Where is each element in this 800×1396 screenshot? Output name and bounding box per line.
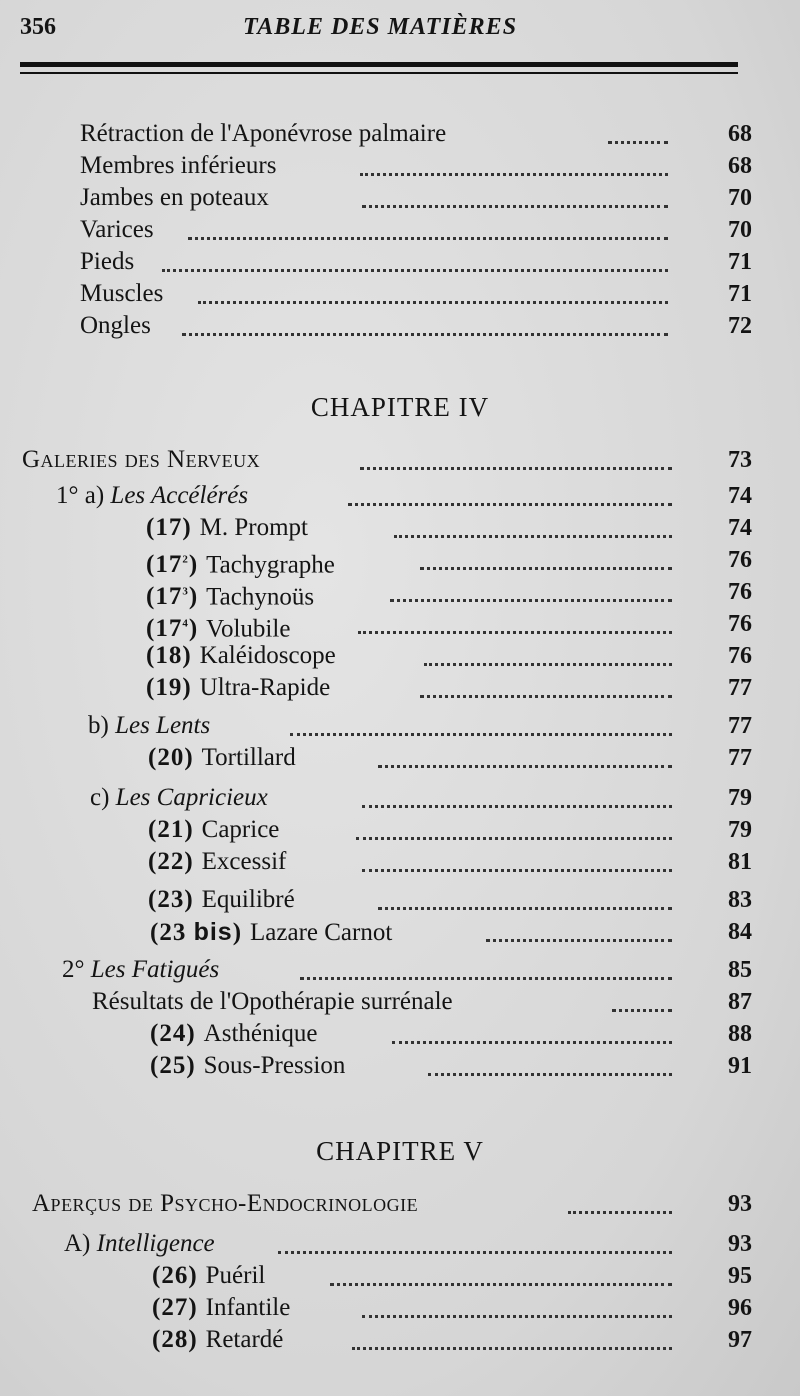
entry-title: A) Intelligence bbox=[64, 1230, 215, 1257]
entry-page: 76 bbox=[728, 611, 752, 637]
dot-leader bbox=[352, 1318, 672, 1350]
toc-entry bbox=[0, 608, 800, 643]
entry-title: Résultats de l'Opothérapie surrénale bbox=[92, 988, 453, 1015]
entry-page: 96 bbox=[728, 1295, 752, 1321]
toc-entry bbox=[0, 846, 800, 878]
entry-page: 70 bbox=[728, 185, 752, 211]
entry-page: 76 bbox=[728, 547, 752, 573]
entry-title: 2° Les Fatigués bbox=[62, 956, 220, 983]
entry-page: 71 bbox=[728, 249, 752, 275]
entry-title: Ongles bbox=[80, 312, 151, 339]
chapter-title: Galeries des Nerveux bbox=[22, 446, 261, 473]
entry-page: 79 bbox=[728, 785, 752, 811]
entry-page: 76 bbox=[728, 579, 752, 605]
chapter-title-entry bbox=[0, 444, 800, 476]
toc-entry bbox=[0, 884, 800, 916]
entry-title: (18) Kaléidoscope bbox=[146, 642, 336, 669]
dot-leader bbox=[378, 736, 672, 768]
entry-title: Muscles bbox=[80, 280, 164, 307]
dot-leader bbox=[362, 840, 672, 872]
entry-page: 74 bbox=[728, 515, 752, 541]
entry-page: 83 bbox=[728, 887, 752, 913]
dot-leader bbox=[428, 1044, 672, 1076]
toc-entry bbox=[0, 1324, 800, 1356]
dot-leader bbox=[360, 144, 668, 176]
dot-leader bbox=[394, 506, 672, 538]
toc-entry bbox=[0, 916, 800, 948]
dot-leader bbox=[188, 208, 668, 240]
entry-title: Rétraction de l'Aponévrose palmaire bbox=[80, 120, 447, 147]
entry-page: 70 bbox=[728, 217, 752, 243]
entry-title: (28) Retardé bbox=[152, 1326, 284, 1353]
entry-page: 77 bbox=[728, 675, 752, 701]
entry-title: (24) Asthénique bbox=[150, 1020, 318, 1047]
entry-page: 93 bbox=[728, 1231, 752, 1257]
dot-leader bbox=[378, 878, 672, 910]
entry-page: 88 bbox=[728, 1021, 752, 1047]
page-header bbox=[20, 8, 740, 48]
dot-leader bbox=[356, 808, 672, 840]
entry-page: 68 bbox=[728, 153, 752, 179]
entry-page: 72 bbox=[728, 313, 752, 339]
dot-leader bbox=[568, 1182, 672, 1214]
entry-title: (26) Puéril bbox=[152, 1262, 266, 1289]
toc-entry bbox=[0, 672, 800, 704]
entry-page: 85 bbox=[728, 957, 752, 983]
dot-leader bbox=[278, 1222, 672, 1254]
dot-leader bbox=[486, 910, 672, 942]
page-number: 356 bbox=[20, 14, 56, 40]
entry-page: 84 bbox=[728, 919, 752, 945]
entry-page: 97 bbox=[728, 1327, 752, 1353]
entry-title: c) Les Capricieux bbox=[90, 784, 268, 811]
entry-page: 76 bbox=[728, 643, 752, 669]
dot-leader bbox=[330, 1254, 672, 1286]
entry-page: 93 bbox=[728, 1191, 752, 1217]
entry-page: 81 bbox=[728, 849, 752, 875]
dot-leader bbox=[608, 112, 668, 144]
entry-title: $(17^2)$ Tachygraphe bbox=[146, 551, 335, 579]
dot-leader bbox=[182, 304, 668, 336]
chapter-heading: CHAPITRE V bbox=[316, 1136, 484, 1166]
entry-title: $(17^3)$ Tachynoüs bbox=[146, 583, 315, 611]
entry-page: 71 bbox=[728, 281, 752, 307]
chapter-heading: CHAPITRE IV bbox=[310, 392, 490, 422]
dot-leader bbox=[420, 666, 672, 698]
entry-page: 91 bbox=[728, 1053, 752, 1079]
dot-leader bbox=[392, 1012, 672, 1044]
entry-title: 1° a) Les Accélérés bbox=[56, 482, 249, 509]
dot-leader bbox=[300, 948, 672, 980]
dot-leader bbox=[424, 634, 672, 666]
header-rule-thick bbox=[20, 62, 738, 67]
dot-leader bbox=[362, 1286, 672, 1318]
entry-title: Varices bbox=[80, 216, 154, 243]
toc-entry bbox=[0, 1050, 800, 1082]
header-rule-thin bbox=[20, 72, 738, 74]
dot-leader bbox=[420, 538, 672, 570]
dot-leader bbox=[290, 704, 672, 736]
dot-leader bbox=[390, 570, 672, 602]
toc-entry bbox=[0, 512, 800, 544]
entry-page: 79 bbox=[728, 817, 752, 843]
running-title: TABLE DES MATIÈRES bbox=[242, 14, 518, 40]
entry-page: 77 bbox=[728, 745, 752, 771]
entry-page: 77 bbox=[728, 713, 752, 739]
toc-entry bbox=[0, 1018, 800, 1050]
toc-entry bbox=[0, 742, 800, 774]
entry-page: 95 bbox=[728, 1263, 752, 1289]
dot-leader bbox=[198, 272, 668, 304]
entry-page: 73 bbox=[728, 447, 752, 473]
dot-leader bbox=[348, 474, 672, 506]
entry-title: (27) Infantile bbox=[152, 1294, 291, 1321]
entry-title: (21) Caprice bbox=[148, 816, 280, 843]
entry-page: 87 bbox=[728, 989, 752, 1015]
entry-title: (23 bis) Lazare Carnot bbox=[150, 918, 393, 946]
dot-leader bbox=[362, 776, 672, 808]
dot-leader bbox=[162, 240, 668, 272]
entry-title: b) Les Lents bbox=[88, 712, 211, 739]
chapter-title: Aperçus de Psycho-Endocrinologie bbox=[32, 1190, 419, 1217]
entry-title: (20) Tortillard bbox=[148, 744, 296, 771]
entry-title: $(17^4)$ Volubile bbox=[146, 615, 291, 643]
entry-title: Membres inférieurs bbox=[80, 152, 277, 179]
entry-title: Pieds bbox=[80, 248, 135, 275]
dot-leader bbox=[362, 176, 668, 208]
entry-title: (17) M. Prompt bbox=[146, 514, 309, 541]
entry-title: (25) Sous-Pression bbox=[150, 1052, 346, 1079]
chapter-title-entry bbox=[0, 1188, 800, 1220]
toc-entry bbox=[0, 310, 800, 342]
dot-leader bbox=[360, 438, 672, 470]
entry-page: 68 bbox=[728, 121, 752, 147]
entry-title: Jambes en poteaux bbox=[80, 184, 269, 211]
dot-leader bbox=[612, 980, 672, 1012]
entry-page: 74 bbox=[728, 483, 752, 509]
toc-entry bbox=[0, 954, 800, 986]
dot-leader bbox=[358, 602, 672, 634]
entry-title: (19) Ultra-Rapide bbox=[146, 674, 331, 701]
entry-title: (23) Equilibré bbox=[148, 886, 295, 913]
entry-title: (22) Excessif bbox=[148, 848, 287, 875]
toc-entry bbox=[0, 640, 800, 672]
